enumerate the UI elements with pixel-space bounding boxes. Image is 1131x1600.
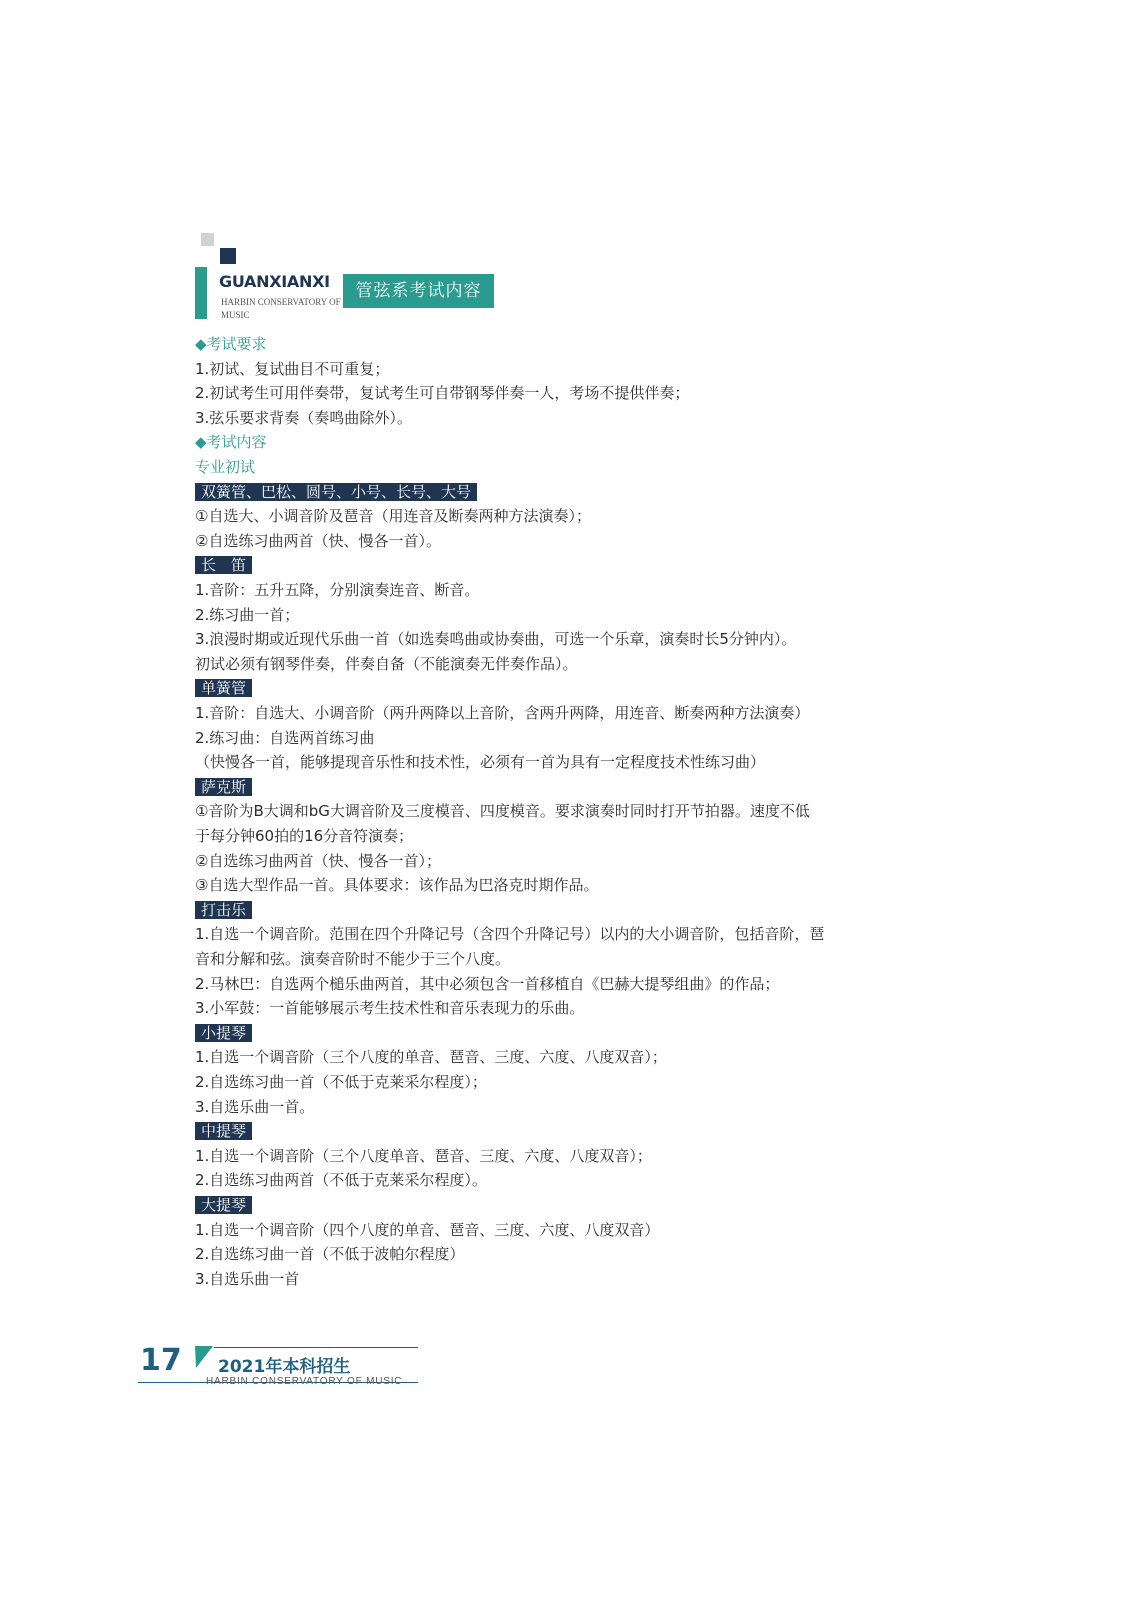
- instrument-label: [195, 1022, 252, 1043]
- instrument-label-text: 单簧管: [195, 679, 252, 697]
- brand-name: GUANXIANXI: [219, 272, 330, 291]
- instrument-label-text: 中提琴: [195, 1122, 252, 1140]
- requirement-text: ①自选大、小调音阶及琶音（用连音及断奏两种方法演奏）；: [195, 507, 591, 526]
- requirement-line: [195, 923, 824, 944]
- requirement-text: 音和分解和弦。演奏音阶时不能少于三个八度。: [195, 950, 511, 968]
- requirement-line: [195, 874, 598, 895]
- instrument-label-text: 长 笛: [195, 556, 252, 574]
- requirement-line: [195, 727, 374, 748]
- instrument-label-text: 双簧管、巴松、圆号、小号、长号、大号: [195, 483, 477, 501]
- requirement-line: [195, 382, 689, 403]
- requirement-text: 2.马林巴：自选两个槌乐曲两首，其中必须包含一首移植自《巴赫大提琴组曲》的作品；: [195, 974, 780, 993]
- requirement-text: 2.练习曲：自选两首练习曲: [195, 728, 375, 747]
- instrument-label: [195, 554, 252, 575]
- brand-subtitle: HARBIN CONSERVATORY OF MUSIC: [221, 297, 341, 320]
- instrument-label-text: 萨克斯: [195, 778, 252, 796]
- requirement-text: 1.自选一个调音阶（三个八度单音、琶音、三度、六度、八度双音）；: [195, 1146, 652, 1165]
- requirement-line: [195, 800, 810, 821]
- footer-subtitle: HARBIN CONSERVATORY OF MUSIC: [206, 1376, 403, 1387]
- section-heading: [195, 431, 267, 452]
- requirement-text: 3.弦乐要求背奏（奏鸣曲除外）。: [195, 408, 412, 427]
- instrument-label-text: 打击乐: [195, 901, 252, 919]
- requirement-text: ③自选大型作品一首。具体要求：该作品为巴洛克时期作品。: [195, 876, 599, 895]
- instrument-label: [195, 1194, 252, 1215]
- section-heading-text: ◆考试内容: [195, 433, 267, 452]
- requirement-line: [195, 628, 796, 649]
- requirement-line: [195, 1046, 667, 1067]
- decor-square-gray: [201, 233, 214, 246]
- requirement-text: ①音阶为B大调和bG大调音阶及三度模音、四度模音。要求演奏时同时打开节拍器。速度不低: [195, 802, 810, 821]
- requirement-text: 1.自选一个调音阶。范围在四个升降记号（含四个升降记号）以内的大小调音阶，包括音阶，琶: [195, 925, 825, 944]
- section-heading-text: ◆考试要求: [195, 335, 267, 353]
- instrument-label: [195, 481, 477, 502]
- requirement-line: [195, 1243, 464, 1264]
- requirement-line: [195, 505, 591, 526]
- instrument-label: [195, 677, 252, 698]
- requirement-text: 2.自选练习曲一首（不低于波帕尔程度）: [195, 1245, 465, 1264]
- section-title: 管弦系考试内容: [343, 274, 494, 308]
- requirement-line: [195, 751, 765, 772]
- section-heading-text: 专业初试: [195, 458, 256, 476]
- requirement-line: [195, 579, 479, 600]
- requirement-text: 初试必须有钢琴伴奏，伴奏自备（不能演奏无伴奏作品）。: [195, 654, 578, 673]
- page-number: 17: [140, 1343, 182, 1378]
- requirement-line: [195, 973, 779, 994]
- requirement-line: [195, 1169, 487, 1190]
- requirement-text: 3.自选乐曲一首: [195, 1269, 300, 1288]
- footer-top-rule: [214, 1347, 418, 1348]
- instrument-label: [195, 1120, 252, 1141]
- requirement-line: [195, 407, 412, 428]
- instrument-label: [195, 776, 252, 797]
- requirement-text: 2.练习曲一首；: [195, 605, 300, 624]
- requirement-line: [195, 702, 809, 723]
- instrument-label-text: 大提琴: [195, 1196, 252, 1214]
- requirement-line: [195, 604, 299, 625]
- requirement-text: 1.初试、复试曲目不可重复；: [195, 359, 390, 378]
- requirement-text: 1.自选一个调音阶（三个八度的单音、琶音、三度、六度、八度双音）；: [195, 1048, 667, 1067]
- requirement-text: （快慢各一首，能够提现音乐性和技术性，必须有一首为具有一定程度技术性练习曲）: [195, 753, 766, 772]
- requirement-line: [195, 1071, 487, 1092]
- instrument-label-text: 小提琴: [195, 1024, 252, 1042]
- decor-bar-teal: [195, 267, 207, 319]
- instrument-label: [195, 899, 252, 920]
- requirement-text: 2.自选练习曲两首（不低于克莱采尔程度）。: [195, 1171, 487, 1190]
- requirement-text: 2.自选练习曲一首（不低于克莱采尔程度）；: [195, 1073, 487, 1091]
- requirement-line: [195, 358, 389, 379]
- requirement-line: [195, 530, 441, 551]
- requirement-text: 1.音阶：自选大、小调音阶（两升两降以上音阶，含两升两降，用连音、断奏两种方法演奏）: [195, 704, 810, 722]
- requirement-text: 3.小军鼓：一首能够展示考生技术性和音乐表现力的乐曲。: [195, 999, 585, 1018]
- requirement-text: 于每分钟60拍的16分音符演奏；: [195, 827, 414, 845]
- requirement-text: 3.自选乐曲一首。: [195, 1097, 315, 1116]
- footer-title: 2021年本科招生: [218, 1357, 351, 1377]
- section-heading: [195, 456, 255, 477]
- requirement-line: [195, 1268, 299, 1289]
- requirement-text: ②自选练习曲两首（快、慢各一首）；: [195, 851, 441, 870]
- requirement-text: 3.浪漫时期或近现代乐曲一首（如选奏鸣曲或协奏曲，可选一个乐章，演奏时长5分钟内）。: [195, 630, 797, 649]
- decor-square-navy: [220, 248, 236, 264]
- requirement-line: [195, 1219, 659, 1240]
- requirement-text: 2.初试考生可用伴奏带，复试考生可自带钢琴伴奏一人，考场不提供伴奏；: [195, 384, 690, 403]
- section-heading: [195, 333, 267, 354]
- requirement-line: [195, 653, 578, 674]
- footer-slash-mark: [187, 1346, 213, 1368]
- requirement-text: ②自选练习曲两首（快、慢各一首）。: [195, 531, 441, 550]
- requirement-text: 1.自选一个调音阶（四个八度的单音、琶音、三度、六度、八度双音）: [195, 1220, 660, 1239]
- requirement-line: [195, 948, 510, 969]
- requirement-line: [195, 997, 584, 1018]
- requirement-line: [195, 850, 441, 871]
- requirement-line: [195, 1096, 314, 1117]
- requirement-line: [195, 1145, 652, 1166]
- requirement-line: [195, 825, 413, 846]
- requirement-text: 1.音阶：五升五降，分别演奏连音、断音。: [195, 581, 480, 599]
